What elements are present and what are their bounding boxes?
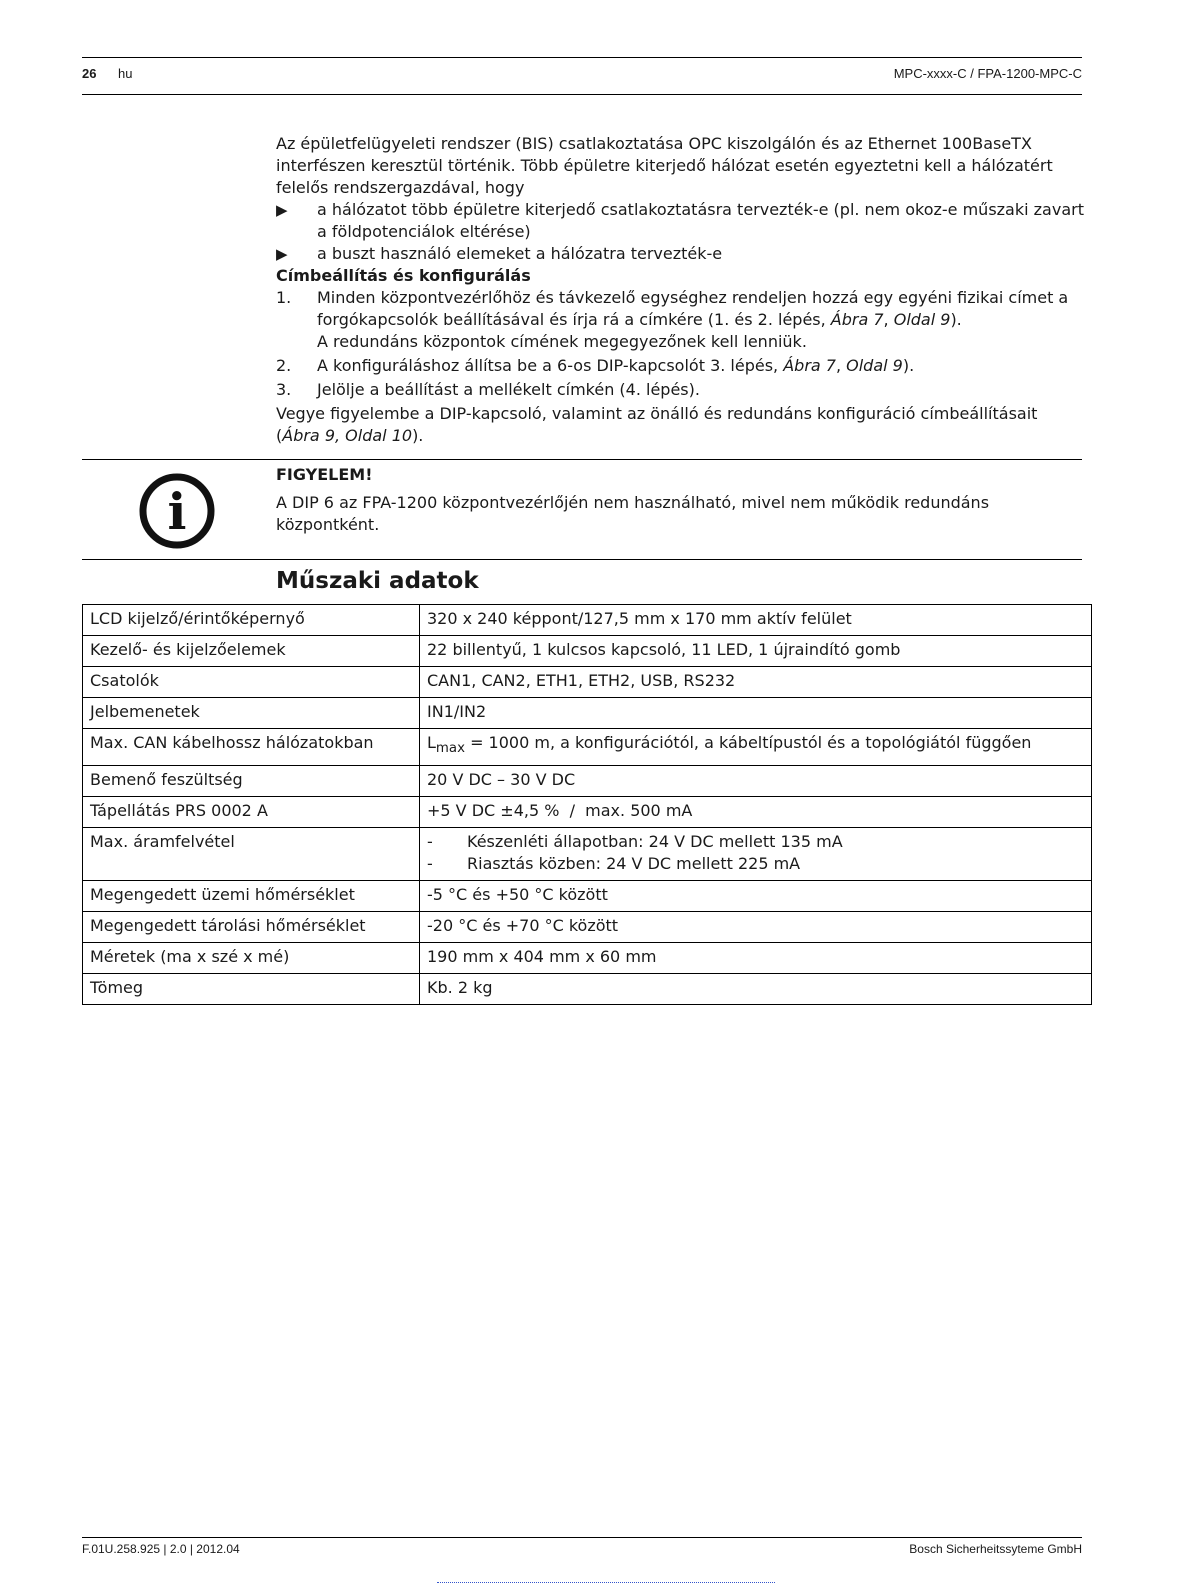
arrow-bullet-icon: ▶	[276, 201, 288, 219]
table-row	[83, 974, 1092, 1005]
list-item	[427, 831, 1084, 853]
step-text: Jelölje a beállítást a mellékelt címkén (4. lépés).	[317, 380, 700, 399]
table-row	[83, 828, 1092, 881]
ref-separator: ,	[883, 310, 894, 329]
spec-value	[420, 828, 1092, 881]
dash-bullet: -	[427, 854, 433, 874]
address-heading: Címbeállítás és konfigurálás	[276, 266, 531, 285]
step-item	[276, 379, 1086, 401]
dash-bullet: -	[427, 832, 433, 852]
step-extra: A redundáns központok címének megegyezőnek kell lenniük.	[317, 332, 807, 351]
svg-text:i: i	[167, 482, 187, 541]
bullet-text: a buszt használó elemeket a hálózatra tervezték-e	[317, 244, 723, 263]
spec-label: Max. CAN kábelhossz hálózatokban	[83, 729, 420, 766]
step-tail: ).	[950, 310, 962, 329]
note-text: Vegye figyelembe a DIP-kapcsoló, valamint az önálló és redundáns konfiguráció címbeállításait (	[276, 404, 1038, 445]
page-number: 26	[82, 66, 97, 81]
note-tail: ).	[412, 426, 424, 445]
step-number: 3.	[276, 380, 292, 399]
spec-value: 22 billentyű, 1 kulcsos kapcsoló, 11 LED, 1 újraindító gomb	[420, 636, 1092, 667]
info-icon	[138, 472, 216, 550]
step-item	[276, 355, 1086, 377]
note-paragraph	[276, 403, 1086, 447]
spec-label: LCD kijelző/érintőképernyő	[83, 605, 420, 636]
page-reference: Oldal 9	[893, 310, 951, 329]
spec-value: 20 V DC – 30 V DC	[420, 766, 1092, 797]
table-row	[83, 912, 1092, 943]
bullet-item	[276, 199, 1086, 243]
note-reference: Ábra 9, Oldal 10	[282, 426, 413, 445]
spec-label: Max. áramfelvétel	[83, 828, 420, 881]
spec-label: Jelbemenetek	[83, 698, 420, 729]
list-item-text: Riasztás közben: 24 V DC mellett 225 mA	[467, 854, 801, 874]
footer-company: Bosch Sicherheitssyteme GmbH	[909, 1542, 1082, 1556]
spec-value: 320 x 240 képpont/127,5 mm x 170 mm aktív felület	[420, 605, 1092, 636]
step-number: 1.	[276, 288, 292, 307]
tech-title: Műszaki adatok	[276, 568, 479, 594]
spec-value-subscript: max	[435, 741, 465, 757]
notice-box	[82, 459, 1082, 560]
figure-reference: Ábra 7	[783, 356, 836, 375]
arrow-bullet-icon: ▶	[276, 245, 288, 263]
list-item	[427, 853, 1084, 875]
table-row	[83, 943, 1092, 974]
table-row	[83, 698, 1092, 729]
document-title: MPC-xxxx-C / FPA-1200-MPC-C	[893, 66, 1082, 81]
table-row	[83, 636, 1092, 667]
figure-reference: Ábra 7	[830, 310, 884, 329]
step-text: A konfiguráláshoz állítsa be a 6-os DIP-kapcsolót 3. lépés,	[317, 356, 784, 375]
spec-value: -20 °C és +70 °C között	[420, 912, 1092, 943]
spec-value: CAN1, CAN2, ETH1, ETH2, USB, RS232	[420, 667, 1092, 698]
table-row	[83, 881, 1092, 912]
spec-label: Megengedett üzemi hőmérséklet	[83, 881, 420, 912]
spec-value-text: = 1000 m, a konfigurációtól, a kábeltípustól és a topológiától függően	[470, 733, 1032, 752]
step-tail: ).	[902, 356, 915, 375]
spec-label: Tömeg	[83, 974, 420, 1005]
ref-separator: ,	[835, 356, 847, 375]
spec-label: Bemenő feszültség	[83, 766, 420, 797]
notice-title: FIGYELEM!	[276, 465, 373, 484]
main-content	[276, 133, 1086, 447]
spec-value: 190 mm x 404 mm x 60 mm	[420, 943, 1092, 974]
page-footer	[82, 1537, 1082, 1556]
table-row	[83, 605, 1092, 636]
list-item-text: Készenléti állapotban: 24 V DC mellett 135 mA	[467, 832, 843, 852]
bullet-text: a hálózatot több épületre kiterjedő csatlakoztatásra tervezték-e (pl. nem okoz-e műszaki zavart a földpotenciálok eltérése)	[317, 200, 1084, 241]
step-item	[276, 287, 1086, 353]
spec-label: Kezelő- és kijelzőelemek	[83, 636, 420, 667]
footer-doc-info: F.01U.258.925 | 2.0 | 2012.04	[82, 1542, 240, 1556]
table-row	[83, 729, 1092, 766]
step-text: Minden központvezérlőhöz és távkezelő egységhez rendeljen hozzá egy egyéni fizikai címet a forgókapcsolók beállításával és írja rá a címkére (1. és 2. lépés,	[317, 288, 1069, 329]
spec-value	[420, 729, 1092, 766]
page-reference: Oldal 9	[846, 356, 903, 375]
intro-paragraph: Az épületfelügyeleti rendszer (BIS) csatlakoztatása OPC kiszolgálón és az Ethernet 100BaseTX interfészen keresztül történik. Több épületre kiterjedő hálózat esetén egyeztetni kell a hálózatért felelős rendszergazdával, hogy	[276, 134, 1053, 197]
spec-value: -5 °C és +50 °C között	[420, 881, 1092, 912]
spec-label: Tápellátás PRS 0002 A	[83, 797, 420, 828]
spec-label: Megengedett tárolási hőmérséklet	[83, 912, 420, 943]
language-code: hu	[118, 66, 133, 81]
spec-value-prefix: L	[427, 733, 436, 752]
notice-text: A DIP 6 az FPA-1200 központvezérlőjén nem használható, mivel nem működik redundáns központként.	[276, 493, 990, 534]
spec-label: Méretek (ma x szé x mé)	[83, 943, 420, 974]
step-number: 2.	[276, 356, 292, 375]
bullet-item	[276, 243, 1086, 265]
spec-value: +5 V DC ±4,5 % / max. 500 mA	[420, 797, 1092, 828]
spec-value: Kb. 2 kg	[420, 974, 1092, 1005]
notice-content	[276, 464, 1076, 536]
table-row	[83, 797, 1092, 828]
table-row	[83, 667, 1092, 698]
page-header	[82, 57, 1082, 95]
link-underline	[437, 1582, 775, 1583]
spec-value: IN1/IN2	[420, 698, 1092, 729]
spec-label: Csatolók	[83, 667, 420, 698]
tech-table	[82, 604, 1092, 1005]
table-row	[83, 766, 1092, 797]
